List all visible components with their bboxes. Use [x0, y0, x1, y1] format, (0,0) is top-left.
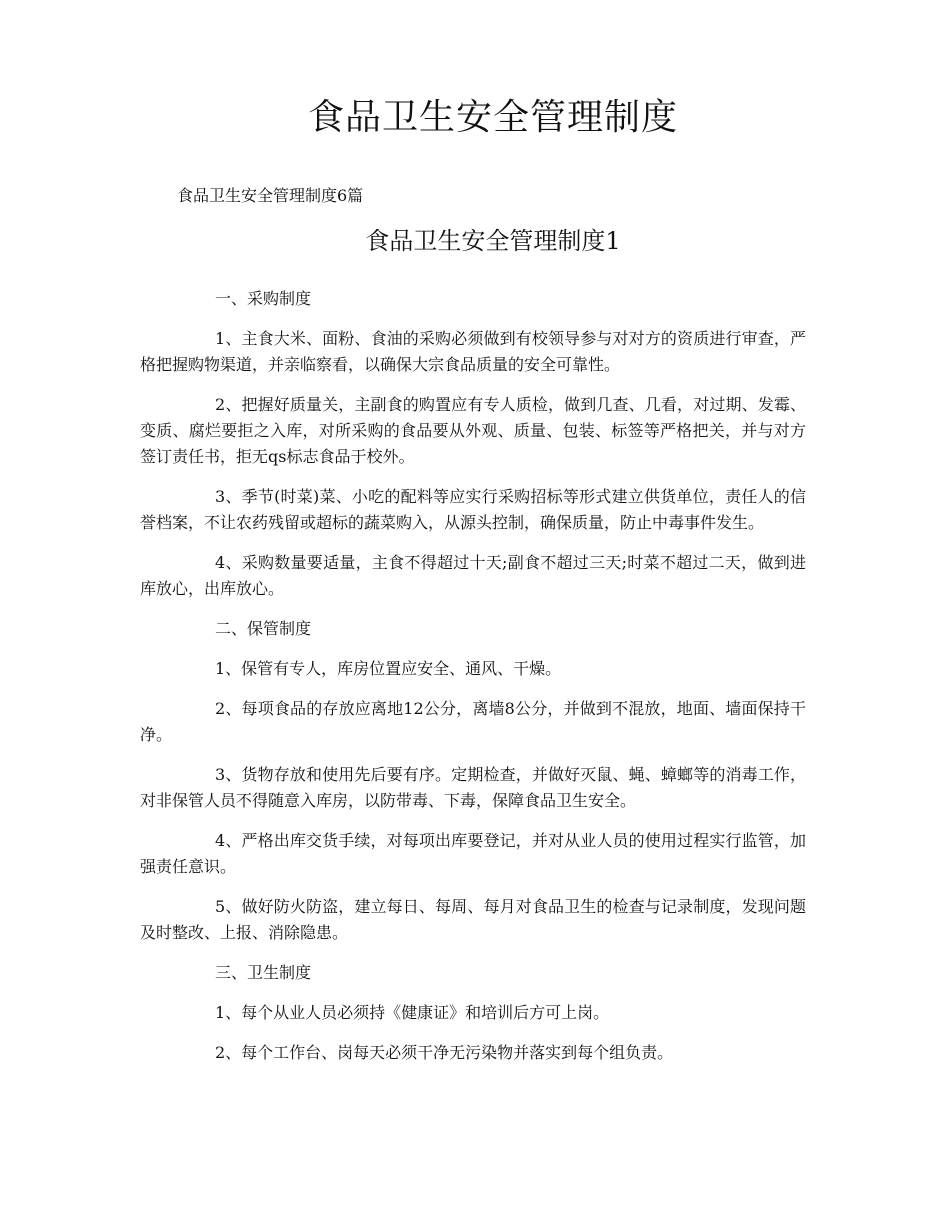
paragraph: 1、每个从业人员必须持《健康证》和培训后方可上岗。	[215, 1003, 610, 1022]
paragraph: 2、把握好质量关，主副食的购置应有专人质检，做到几查、几看，对过期、发霉、变质、腐烂要拒之入库，对所采购的食品要从外观、质量、包装、标签等严格把关，并与对方签订责任书，拒无qs标志食品于校外。	[140, 395, 806, 466]
document-subtitle: 食品卫生安全管理制度6篇	[177, 186, 364, 205]
paragraph: 5、做好防火防盗，建立每日、每周、每月对食品卫生的检查与记录制度，发现问题及时整改、上报、消除隐患。	[140, 897, 806, 942]
heading-storage: 二、保管制度	[215, 619, 312, 638]
paragraph: 3、货物存放和使用先后要有序。定期检查，并做好灭鼠、蝇、蟑螂等的消毒工作，对非保管人员不得随意入库房，以防带毒、下毒，保障食品卫生安全。	[140, 765, 806, 810]
paragraph: 4、采购数量要适量，主食不得超过十天;副食不超过三天;时菜不超过二天，做到进库放心，出库放心。	[140, 553, 806, 598]
paragraph: 2、每个工作台、岗每天必须干净无污染物并落实到每个组负责。	[215, 1043, 674, 1062]
heading-procurement: 一、采购制度	[215, 289, 312, 308]
paragraph: 3、季节(时菜)菜、小吃的配料等应实行采购招标等形式建立供货单位，责任人的信誉档案，不让农药残留或超标的蔬菜购入，从源头控制，确保质量，防止中毒事件发生。	[140, 487, 806, 532]
heading-hygiene: 三、卫生制度	[215, 963, 312, 982]
document-body	[140, 286, 806, 1066]
document-title: 食品卫生安全管理制度	[307, 97, 678, 138]
paragraph: 1、保管有专人，库房位置应安全、通风、干燥。	[215, 659, 562, 678]
paragraph: 4、严格出库交货手续，对每项出库要登记，并对从业人员的使用过程实行监管，加强责任意识。	[140, 831, 806, 876]
section-title: 食品卫生安全管理制度1	[365, 227, 621, 255]
paragraph: 2、每项食品的存放应离地12公分，离墙8公分，并做到不混放，地面、墙面保持干净。	[140, 699, 806, 744]
paragraph: 1、主食大米、面粉、食油的采购必须做到有校领导参与对对方的资质进行审查，严格把握购物渠道，并亲临察看，以确保大宗食品质量的安全可靠性。	[140, 329, 806, 374]
